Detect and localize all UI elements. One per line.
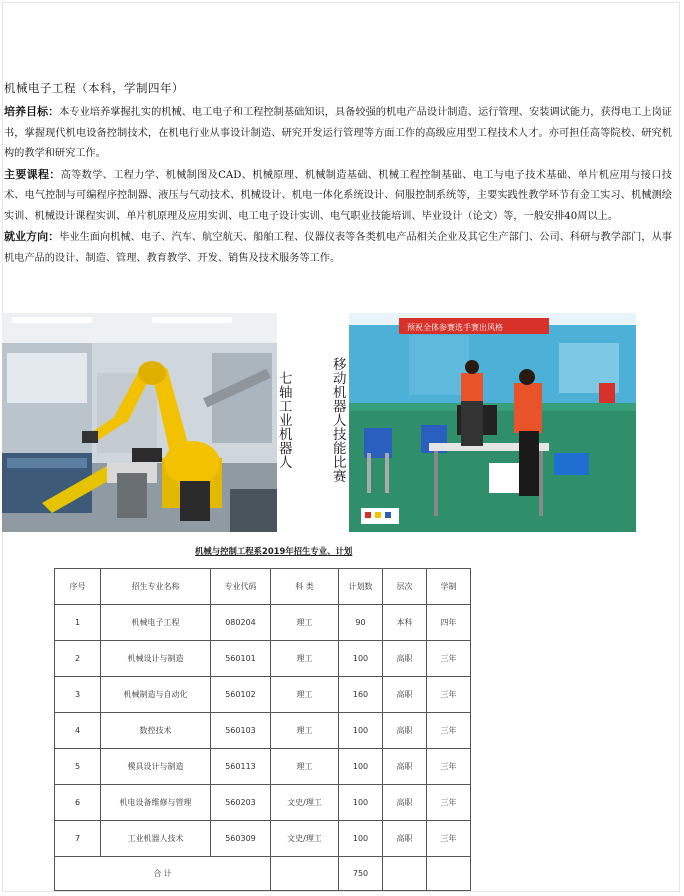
table-cell: 三年 xyxy=(427,713,471,749)
header-cell: 专业代码 xyxy=(211,569,271,605)
table-cell: 三年 xyxy=(427,677,471,713)
table-cell: 高职 xyxy=(383,785,427,821)
table-cell: 100 xyxy=(339,785,383,821)
career-text: 毕业生面向机械、电子、汽车、航空航天、船舶工程、仪器仪表等各类机电产品相关企业及其它生产部门、公司、科研与教学部门，从事机电产品的设计、制造、管理、教育教学、开发、销售及技术服务等工作。 xyxy=(4,232,672,264)
table-cell: 560103 xyxy=(211,713,271,749)
goal-text: 本专业培养掌握扎实的机械、电工电子和工程控制基础知识，具备较强的机电产品设计制造、运行管理、安装调试能力，获得电工上岗证书，掌握现代机电设备控制技术，在机电行业从事设计制造、研究开发运行管理等方面工作的高级应用型工程技术人才。亦可担任高等院校、研究机构的教学和研究工作。 xyxy=(4,107,672,159)
table-cell: 4 xyxy=(55,713,101,749)
table-row xyxy=(55,713,471,749)
competition-banner: 预祝全体参赛选手赛出风格 xyxy=(407,323,503,332)
table-cell: 理工 xyxy=(271,749,339,785)
table-cell: 100 xyxy=(339,641,383,677)
table-row xyxy=(55,785,471,821)
table-cell: 560113 xyxy=(211,749,271,785)
table-cell: 三年 xyxy=(427,821,471,857)
industrial-robot-illustration xyxy=(2,313,277,532)
career-label: 就业方向： xyxy=(4,230,60,243)
table-row xyxy=(55,605,471,641)
table-cell: 机电设备维修与管理 xyxy=(101,785,211,821)
table-cell: 5 xyxy=(55,749,101,785)
table-cell: 3 xyxy=(55,677,101,713)
table-cell: 数控技术 xyxy=(101,713,211,749)
courses-paragraph xyxy=(4,165,672,228)
table-cell: 560309 xyxy=(211,821,271,857)
table-cell: 三年 xyxy=(427,785,471,821)
table-row xyxy=(55,641,471,677)
table-cell: 工业机器人技术 xyxy=(101,821,211,857)
table-header-row xyxy=(55,569,471,605)
competition-photo-caption: 移动机器人技能比赛 xyxy=(333,357,347,485)
table-cell: 模具设计与制造 xyxy=(101,749,211,785)
table-cell: 560203 xyxy=(211,785,271,821)
table-cell: 100 xyxy=(339,713,383,749)
table-row xyxy=(55,749,471,785)
industrial-robot-photo xyxy=(2,313,277,532)
table-row xyxy=(55,677,471,713)
program-description xyxy=(4,80,672,269)
total-value: 750 xyxy=(339,857,383,891)
table-cell: 高职 xyxy=(383,749,427,785)
table-cell: 机械制造与自动化 xyxy=(101,677,211,713)
header-cell: 序号 xyxy=(55,569,101,605)
robot-competition-photo xyxy=(349,313,636,532)
table-cell: 100 xyxy=(339,821,383,857)
header-cell: 科 类 xyxy=(271,569,339,605)
table-cell: 理工 xyxy=(271,641,339,677)
program-title: 机械电子工程（本科，学制四年） xyxy=(4,81,184,95)
table-cell: 90 xyxy=(339,605,383,641)
table-cell: 本科 xyxy=(383,605,427,641)
table-cell: 文史/理工 xyxy=(271,785,339,821)
table-cell: 560102 xyxy=(211,677,271,713)
header-cell: 学制 xyxy=(427,569,471,605)
table-total-row xyxy=(55,857,471,891)
table-cell: 四年 xyxy=(427,605,471,641)
table-title: 机械与控制工程系2019年招生专业、计划 xyxy=(195,546,353,556)
table-cell: 高职 xyxy=(383,821,427,857)
table-cell: 160 xyxy=(339,677,383,713)
header-cell: 层次 xyxy=(383,569,427,605)
table-cell: 1 xyxy=(55,605,101,641)
table-cell xyxy=(383,857,427,891)
robot-photo-caption: 七轴工业机器人 xyxy=(279,371,293,471)
table-cell: 高职 xyxy=(383,713,427,749)
goal-label: 培养目标： xyxy=(4,105,60,118)
table-cell: 高职 xyxy=(383,641,427,677)
table-cell: 100 xyxy=(339,749,383,785)
table-cell: 理工 xyxy=(271,677,339,713)
table-cell: 560101 xyxy=(211,641,271,677)
career-paragraph xyxy=(4,227,672,269)
table-cell: 6 xyxy=(55,785,101,821)
table-row xyxy=(55,821,471,857)
table-cell: 三年 xyxy=(427,749,471,785)
competition-illustration xyxy=(349,313,636,532)
enrollment-plan-table xyxy=(54,568,471,891)
header-cell: 计划数 xyxy=(339,569,383,605)
table-cell: 2 xyxy=(55,641,101,677)
total-label: 合 计 xyxy=(55,857,271,891)
goal-paragraph xyxy=(4,102,672,165)
courses-text: 高等数学、工程力学、机械制图及CAD、机械原理、机械制造基础、机械工程控制基础、电工与电子技术基础、单片机应用与接口技术、电气控制与可编程序控制器、液压与气动技术、机械设计、机电一体化系统设计、伺服控制系统等，主要实践性教学环节有金工实习、机械测绘实训、机械设计课程实训、单片机原理及应用实训、电工电子设计实训、电气职业技能培训、毕业设计（论文）等，一般安排40周以上。 xyxy=(4,169,672,222)
table-cell: 080204 xyxy=(211,605,271,641)
header-cell: 招生专业名称 xyxy=(101,569,211,605)
table-cell xyxy=(427,857,471,891)
table-cell: 理工 xyxy=(271,605,339,641)
table-cell: 理工 xyxy=(271,713,339,749)
courses-label: 主要课程： xyxy=(4,167,61,181)
table-cell: 机械设计与制造 xyxy=(101,641,211,677)
table-cell: 机械电子工程 xyxy=(101,605,211,641)
table-cell: 三年 xyxy=(427,641,471,677)
table-cell xyxy=(271,857,339,891)
table-cell: 高职 xyxy=(383,677,427,713)
table-cell: 7 xyxy=(55,821,101,857)
table-cell: 文史/理工 xyxy=(271,821,339,857)
